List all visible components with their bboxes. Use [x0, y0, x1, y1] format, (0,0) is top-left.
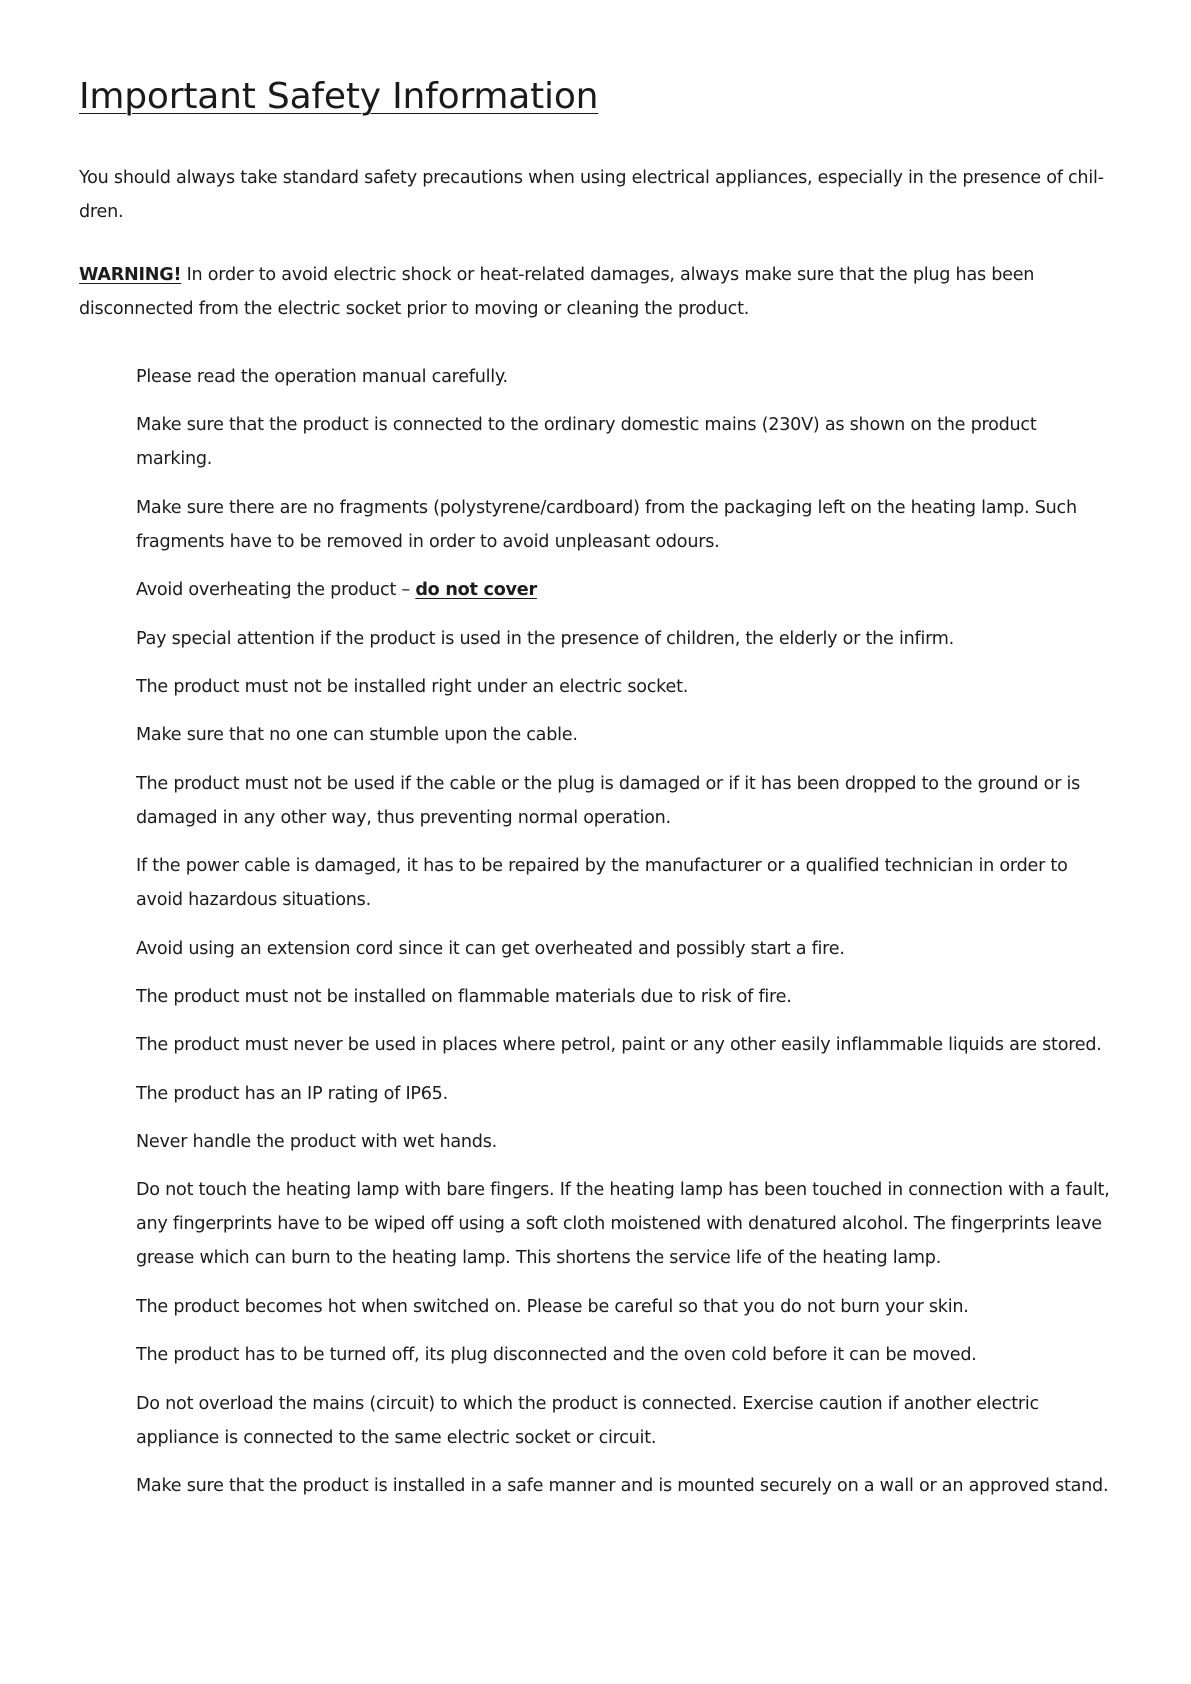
safety-instruction-item: [136, 767, 1116, 835]
safety-instruction-text: Make sure there are no fragments (polystyrene/cardboard) from the packaging left on the heating lamp. Such fragments have to be removed in order to avoid unpleasant odours.: [136, 497, 1077, 552]
safety-instruction-text: Make sure that the product is installed in a safe manner and is mounted securely on a wall or an approved stand.: [136, 1476, 1109, 1497]
safety-instruction-item: [136, 573, 1116, 607]
warning-label: WARNING!: [79, 265, 182, 285]
safety-instruction-text: The product has an IP rating of IP65.: [136, 1083, 448, 1104]
safety-instruction-item: [136, 1173, 1116, 1275]
safety-instruction-text: Do not touch the heating lamp with bare fingers. If the heating lamp has been touched in connection with a fault, any fingerprints have to be wiped off using a soft cloth moistened with denatured alcohol. The fingerprints leave grease which can burn to the heating lamp. This shortens the service life of the heating lamp.: [136, 1180, 1110, 1269]
safety-instructions-list: [79, 360, 1116, 1503]
safety-instruction-item: [136, 1469, 1116, 1503]
safety-instruction-item: [136, 1077, 1116, 1111]
safety-instruction-item: [136, 1290, 1116, 1324]
safety-instruction-text: Avoid using an extension cord since it can get overheated and possibly start a fire.: [136, 938, 845, 959]
safety-instruction-item: [136, 360, 1116, 394]
intro-paragraph: You should always take standard safety precautions when using electrical appliances, especially in the presence of children.: [79, 168, 1104, 222]
safety-instruction-item: [136, 980, 1116, 1014]
safety-instruction-item: [136, 670, 1116, 704]
safety-instruction-item: [136, 1338, 1116, 1372]
safety-instruction-text: The product must never be used in places where petrol, paint or any other easily inflammable liquids are stored.: [136, 1035, 1102, 1056]
safety-instruction-text: The product becomes hot when switched on. Please be careful so that you do not burn your skin.: [136, 1296, 969, 1317]
safety-instruction-text: Make sure that no one can stumble upon the cable.: [136, 725, 578, 746]
safety-instruction-text: Make sure that the product is connected to the ordinary domestic mains (230V) as shown on the product marking.: [136, 415, 1037, 470]
safety-instruction-text: Avoid overheating the product –: [136, 580, 416, 601]
safety-instruction-item: [136, 1028, 1116, 1062]
safety-instruction-text: Please read the operation manual carefully.: [136, 367, 508, 387]
safety-instruction-text: Pay special attention if the product is used in the presence of children, the elderly or the infirm.: [136, 628, 955, 649]
warning-text: In order to avoid electric shock or heat-related damages, always make sure that the plug has been disconnected from the electric socket prior to moving or cleaning the product.: [79, 265, 1035, 319]
warning-paragraph: [79, 258, 1116, 326]
safety-instruction-item: [136, 622, 1116, 656]
safety-instruction-item: [136, 408, 1116, 476]
safety-instruction-text: The product must not be installed on flammable materials due to risk of fire.: [136, 986, 792, 1007]
safety-instruction-text: Do not overload the mains (circuit) to which the product is connected. Exercise caution if another electric appliance is connected to the same electric socket or circuit.: [136, 1393, 1039, 1448]
safety-instruction-text: Never handle the product with wet hands.: [136, 1132, 497, 1153]
safety-instruction-item: [136, 491, 1116, 559]
safety-instruction-text: The product has to be turned off, its plug disconnected and the oven cold before it can be moved.: [136, 1345, 977, 1366]
safety-instruction-emphasis: do not cover: [415, 580, 537, 601]
safety-instruction-item: [136, 849, 1116, 917]
safety-instruction-item: [136, 1387, 1116, 1455]
safety-instruction-text: If the power cable is damaged, it has to be repaired by the manufacturer or a qualified technician in order to avoid hazardous situations.: [136, 856, 1068, 911]
page-title: Important Safety Information: [79, 76, 599, 117]
safety-instruction-item: [136, 1125, 1116, 1159]
safety-instruction-text: The product must not be used if the cable or the plug is damaged or if it has been dropped to the ground or is damaged in any other way, thus preventing normal operation.: [136, 773, 1081, 828]
safety-instruction-item: [136, 718, 1116, 752]
safety-instruction-item: [136, 932, 1116, 966]
safety-instruction-text: The product must not be installed right under an electric socket.: [136, 676, 689, 697]
